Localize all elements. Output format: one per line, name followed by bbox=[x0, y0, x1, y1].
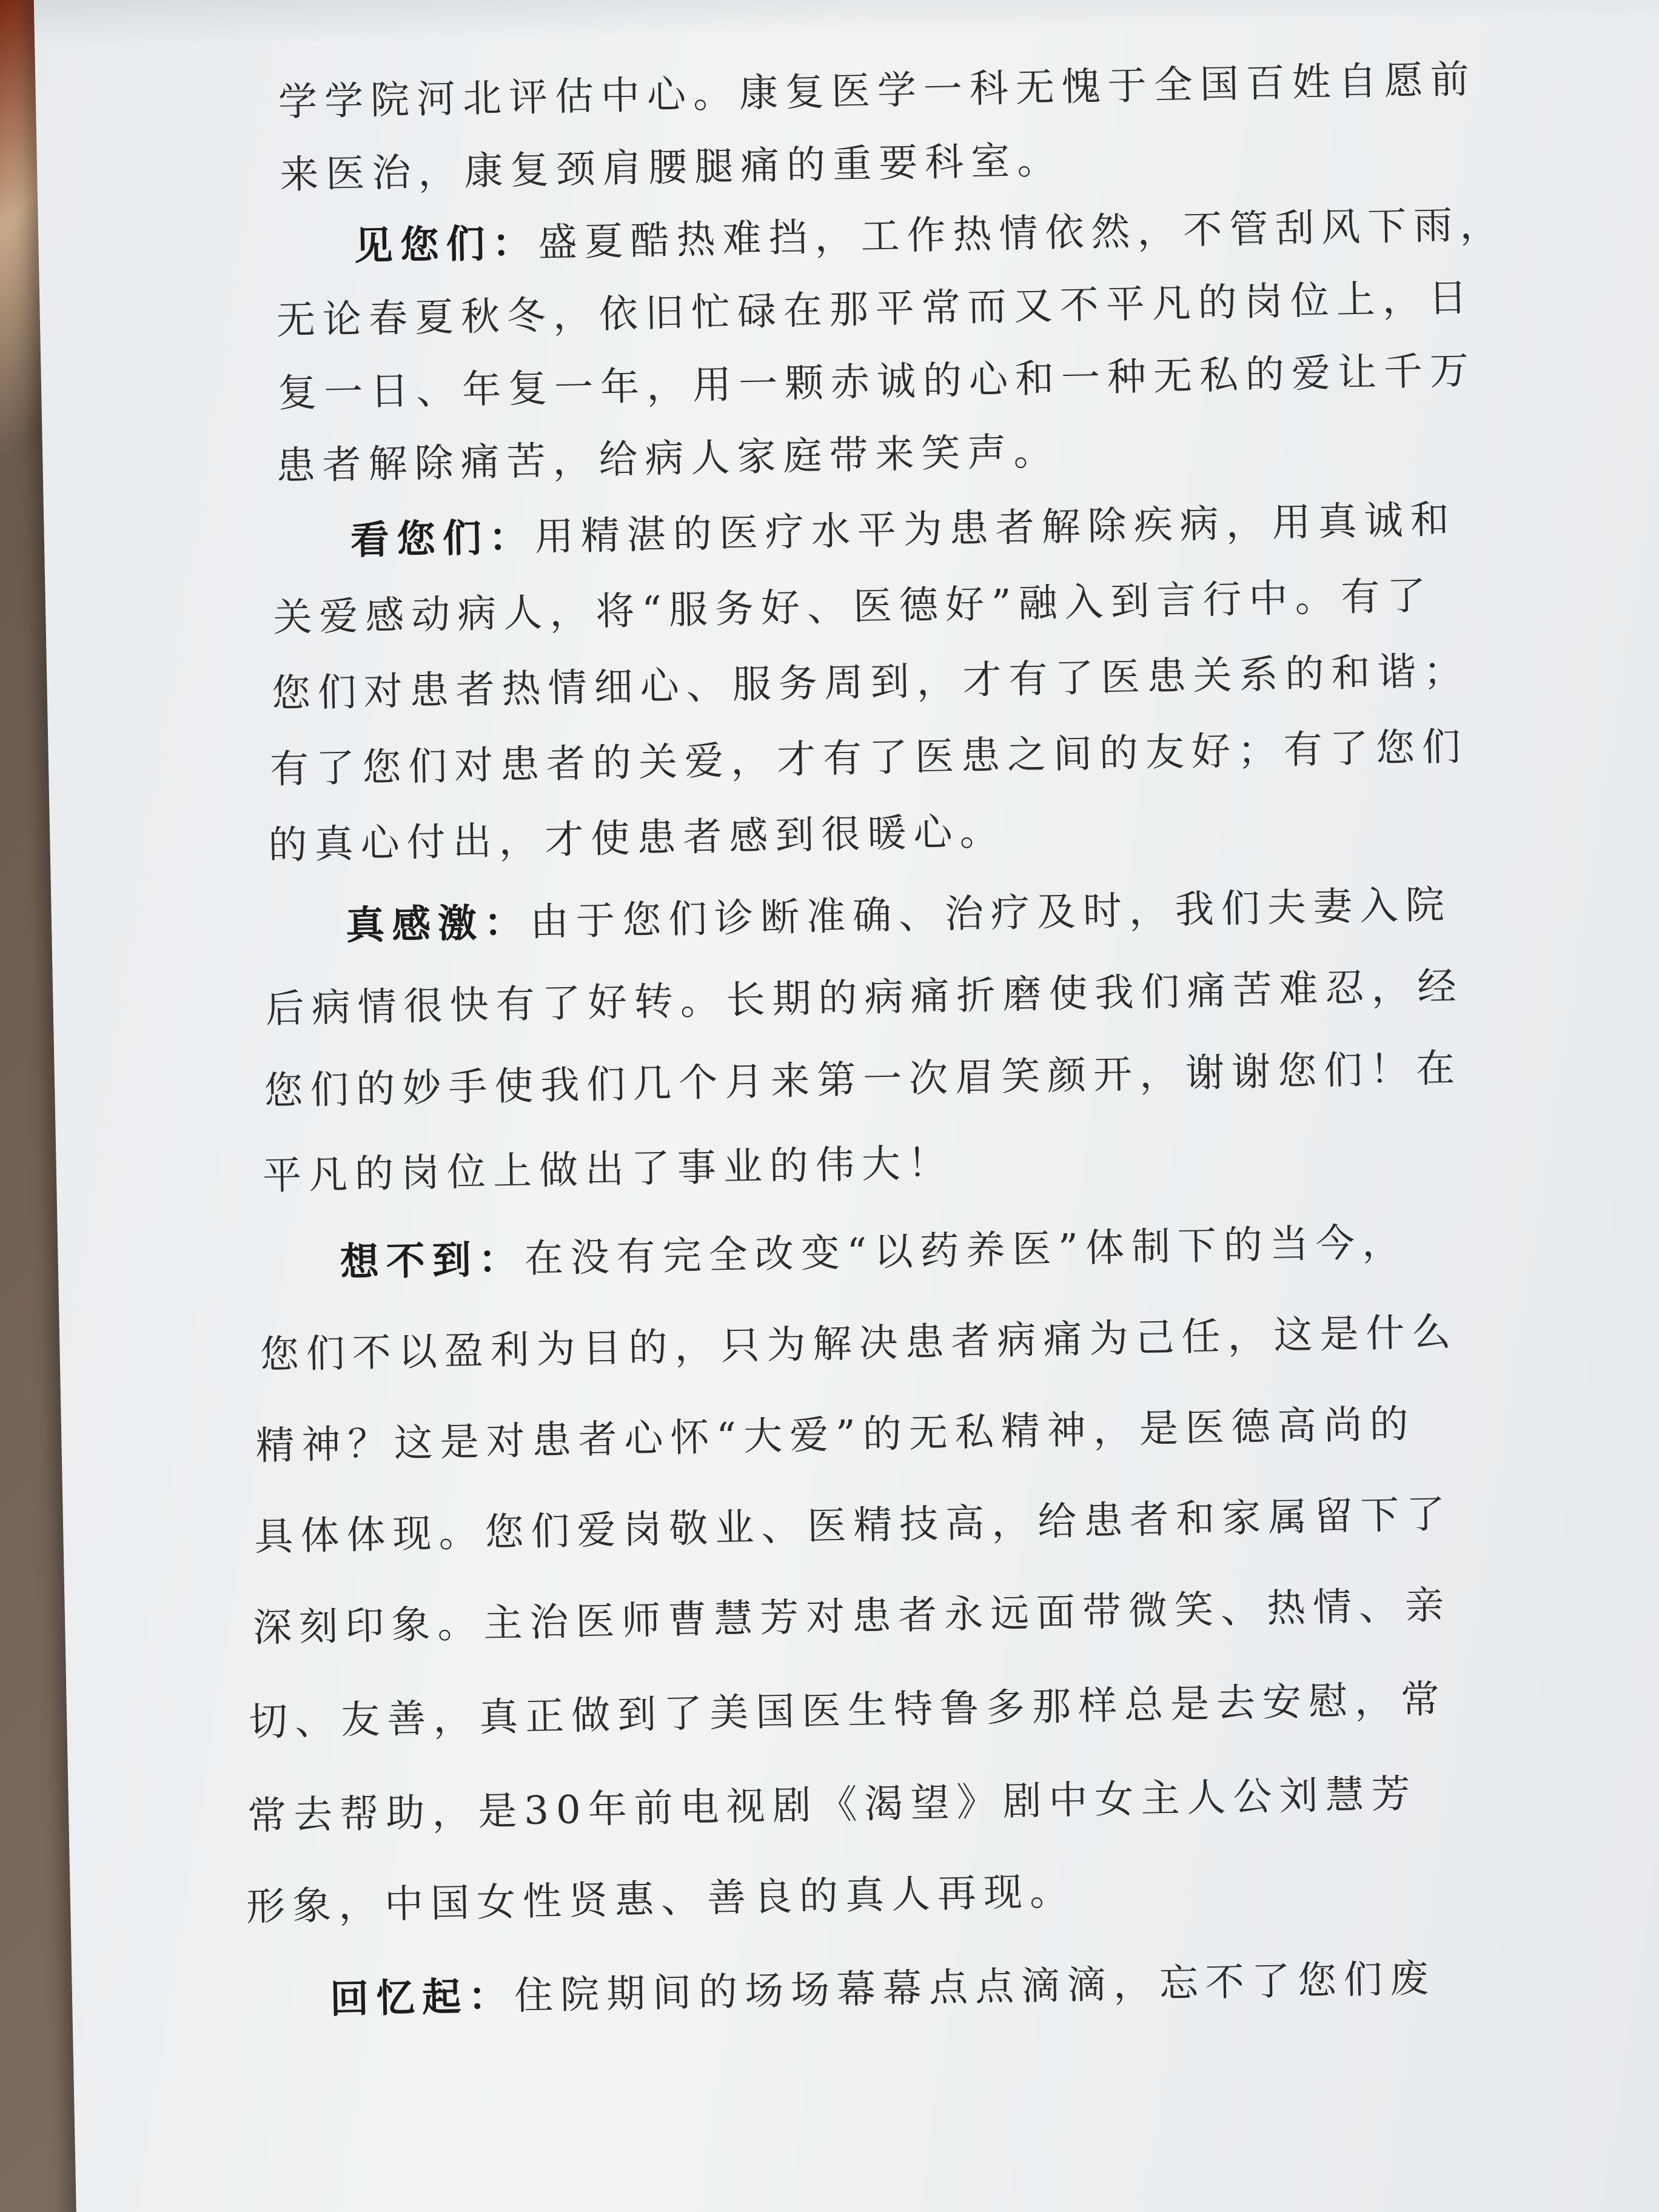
paragraph-lead: 回忆起： bbox=[329, 1974, 515, 2023]
text-line: 切、友善，真正做到了美国医生特鲁多那样总是去安慰，常 bbox=[248, 1677, 1447, 1745]
text-line: 关爱感动病人，将“服务好、医德好”融入到言行中。有了 bbox=[272, 573, 1434, 641]
text-line: 具体体现。您们爱岗敬业、医精技高，给患者和家属留下了 bbox=[253, 1492, 1453, 1560]
text-line: 形象，中国女性贤惠、善良的真人再现。 bbox=[246, 1869, 1076, 1930]
paragraph-text: 由于您们诊断准确、治疗及时，我们夫妻入院 bbox=[529, 882, 1452, 945]
paragraph-lead: 想不到： bbox=[340, 1236, 525, 1285]
text-line: 您们的妙手使我们几个月来第一次眉笑颜开，谢谢您们！在 bbox=[263, 1046, 1463, 1114]
paragraph-lead: 真感激： bbox=[345, 900, 531, 949]
text-line: 复一日、年复一年，用一颗赤诚的心和一种无私的爱让千万 bbox=[277, 348, 1476, 417]
paragraph-text: 盛夏酷热难挡，工作热情依然，不管刮风下雨， bbox=[537, 202, 1507, 266]
paragraph-start bbox=[329, 1956, 1436, 2023]
text-line: 学学院河北评估中心。康复医学一科无愧于全国百姓自愿前 bbox=[278, 57, 1477, 126]
text-line: 来医治，康复颈肩腰腿痛的重要科室。 bbox=[279, 138, 1064, 198]
text-line: 无论春夏秋冬，依旧忙碌在那平常而又不平凡的岗位上，日 bbox=[276, 275, 1475, 344]
paragraph-lead: 看您们： bbox=[350, 515, 535, 564]
text-line: 患者解除痛苦，给病人家庭带来笑声。 bbox=[275, 429, 1061, 489]
paragraph-start bbox=[350, 497, 1457, 564]
text-line: 精神？这是对患者心怀“大爱”的无私精神，是医德高尚的 bbox=[255, 1401, 1416, 1469]
text-line: 有了您们对患者的关爱，才有了医患之间的友好；有了您们 bbox=[269, 724, 1469, 793]
text-line: 的真心付出，才使患者感到很暖心。 bbox=[267, 809, 1007, 868]
paragraph-text: 用精湛的医疗水平为患者解除疾病，用真诚和 bbox=[534, 497, 1457, 560]
paragraph-text: 住院期间的场场幕幕点点滴滴，忘不了您们废 bbox=[514, 1956, 1436, 2019]
text-line: 您们不以盈利为目的，只为解决患者病痛为己任，这是什么 bbox=[260, 1310, 1459, 1378]
paragraph-text: 在没有完全改变“以药养医”体制下的当今， bbox=[524, 1219, 1409, 1282]
paragraph-start bbox=[345, 882, 1452, 949]
text-line: 平凡的岗位上做出了事业的伟大！ bbox=[262, 1141, 954, 1199]
document-page bbox=[33, 0, 1659, 2212]
paragraph-start bbox=[353, 202, 1507, 269]
paragraph-lead: 见您们： bbox=[353, 221, 539, 269]
paragraph-start bbox=[340, 1219, 1409, 1285]
text-line: 您们对患者热情细心、服务周到，才有了医患关系的和谐； bbox=[271, 648, 1470, 717]
text-line: 常去帮助，是30年前电视剧《渴望》剧中女主人公刘慧芳 bbox=[247, 1771, 1418, 1839]
text-line: 深刻印象。主治医师曹慧芳对患者永远面带微笑、热情、亲 bbox=[252, 1583, 1452, 1651]
text-line: 后病情很快有了好转。长期的病痛折磨使我们痛苦难忍，经 bbox=[265, 964, 1464, 1032]
document-body bbox=[33, 0, 1659, 2212]
